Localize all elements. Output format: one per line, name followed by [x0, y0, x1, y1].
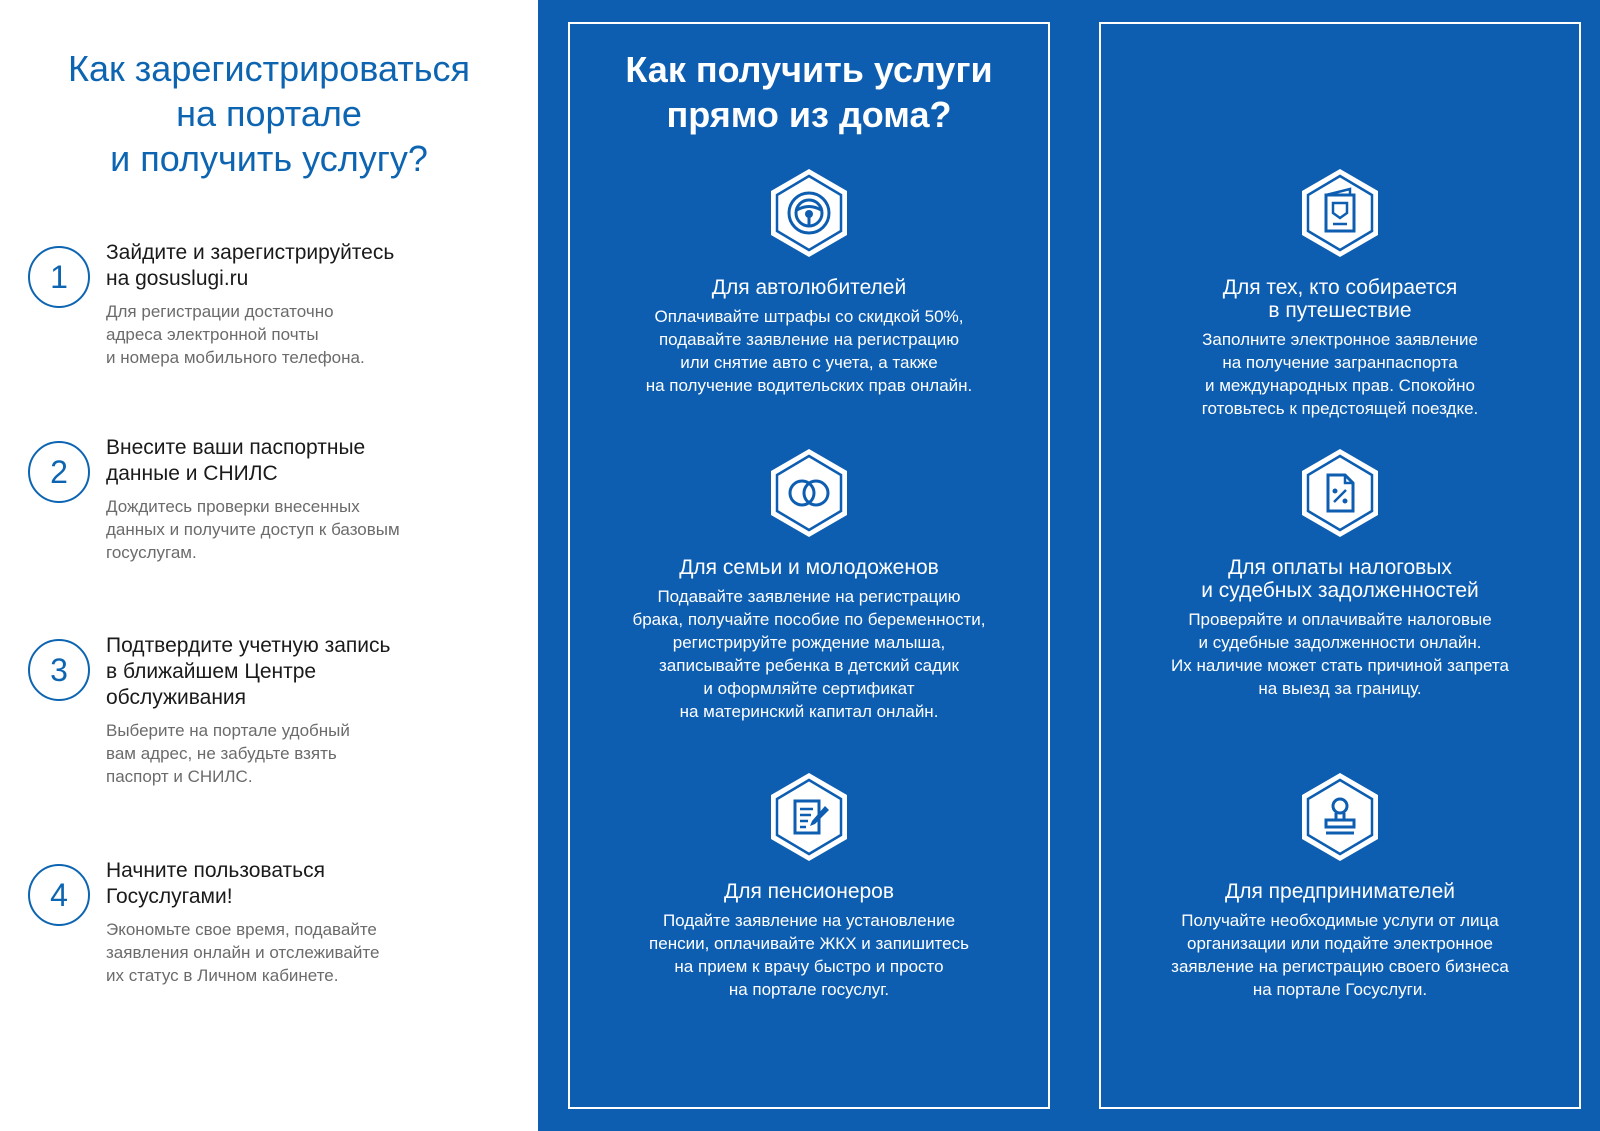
step-body — [106, 435, 496, 564]
service-text-line: Подайте заявление на установление — [662, 911, 956, 930]
service-description — [568, 909, 1050, 1001]
service-text-line: Проверяйте и оплачивайте налоговые — [1188, 610, 1492, 629]
service-entrepreneurs — [1099, 771, 1581, 1001]
service-text-line: брака, получайте пособие по беременности, — [632, 610, 986, 629]
service-text-line: заявление на регистрацию своего бизнеса — [1171, 957, 1509, 976]
step-body — [106, 633, 496, 788]
service-text-line: на портале Госуслуги. — [1252, 980, 1428, 999]
step-text-line: госуслугам. — [106, 543, 197, 562]
step-text-line: Для регистрации достаточно — [106, 302, 334, 321]
step-text-line: Экономьте свое время, подавайте — [106, 920, 377, 939]
service-text-line: регистрируйте рождение малыша, — [672, 633, 946, 652]
step-text-line: и номера мобильного телефона. — [106, 348, 365, 367]
service-text-line: на материнский капитал онлайн. — [679, 702, 939, 721]
left-title — [0, 46, 538, 181]
service-text-line: и судебные задолженности онлайн. — [1198, 633, 1482, 652]
step-description — [106, 300, 496, 369]
service-heading-line: Для предпринимателей — [1225, 880, 1455, 903]
service-heading-line: Для автолюбителей — [711, 276, 907, 299]
service-text-line: и оформляйте сертификат — [703, 679, 915, 698]
service-text-line: Заполните электронное заявление — [1202, 330, 1478, 349]
step-body — [106, 240, 496, 369]
service-text-line: на прием к врачу быстро и просто — [674, 957, 944, 976]
service-heading-line: Для пенсионеров — [723, 880, 895, 903]
service-text-line: Оплачивайте штрафы со скидкой 50%, — [654, 307, 964, 326]
left-title-line: и получить услугу? — [110, 138, 428, 179]
step-text-line: вам адрес, не забудьте взять — [106, 744, 337, 763]
stamp-icon — [1298, 771, 1382, 863]
service-description — [1099, 608, 1581, 700]
service-text-line: Их наличие может стать причиной запрета — [1171, 656, 1509, 675]
step-text-line: паспорт и СНИЛС. — [106, 767, 253, 786]
left-panel — [0, 0, 538, 1131]
passport-icon — [1298, 167, 1382, 259]
step-heading — [106, 240, 496, 292]
service-heading — [1099, 556, 1581, 602]
right-title-line: Как получить услуги — [625, 49, 993, 90]
service-text-line: пенсии, оплачивайте ЖКХ и запишитесь — [649, 934, 969, 953]
step-text-line: Дождитесь проверки внесенных — [106, 497, 360, 516]
step-heading — [106, 435, 496, 487]
step-heading-line: Начните пользоваться — [106, 859, 325, 882]
service-debts — [1099, 447, 1581, 700]
service-travel — [1099, 167, 1581, 420]
left-title-line: на портале — [176, 93, 362, 134]
service-text-line: и международных прав. Спокойно — [1204, 376, 1476, 395]
service-description — [1099, 909, 1581, 1001]
service-text-line: организации или подайте электронное — [1186, 934, 1494, 953]
step-description — [106, 719, 496, 788]
service-text-line: записывайте ребенка в детский садик — [659, 656, 959, 675]
service-heading-line: Для семьи и молодоженов — [679, 556, 939, 579]
service-text-line: готовьтесь к предстоящей поездке. — [1201, 399, 1479, 418]
service-text-line: или снятие авто с учета, а также — [680, 353, 938, 372]
step-text-line: адреса электронной почты — [106, 325, 319, 344]
step-heading — [106, 633, 496, 711]
step-heading-line: Зайдите и зарегистрируйтесь — [106, 241, 395, 264]
service-heading-line: Для тех, кто собирается — [1222, 276, 1458, 299]
form-edit-icon — [767, 771, 851, 863]
service-text-line: на получение водительских прав онлайн. — [645, 376, 973, 395]
service-heading — [1099, 880, 1581, 903]
step-number: 4 — [28, 864, 90, 926]
step-heading-line: обслуживания — [106, 686, 247, 709]
left-title-line: Как зарегистрироваться — [68, 48, 470, 89]
service-pensioners — [568, 771, 1050, 1001]
step-number: 3 — [28, 639, 90, 701]
step-heading-line: Госуслугами! — [106, 885, 233, 908]
step-heading-line: Внесите ваши паспортные — [106, 436, 366, 459]
service-heading-line: в путешествие — [1268, 299, 1412, 322]
step-heading-line: на gosuslugi.ru — [106, 267, 249, 290]
step-heading-line: в ближайшем Центре — [106, 660, 317, 683]
step-heading — [106, 858, 496, 910]
service-text-line: Подавайте заявление на регистрацию — [657, 587, 961, 606]
steering-wheel-icon — [767, 167, 851, 259]
step-description — [106, 918, 496, 987]
service-description — [568, 305, 1050, 397]
service-heading-line: и судебных задолженностей — [1201, 579, 1479, 602]
service-heading — [568, 556, 1050, 579]
service-heading — [568, 276, 1050, 299]
service-motorists — [568, 167, 1050, 397]
right-panel — [538, 0, 1600, 1131]
service-description — [1099, 328, 1581, 420]
service-text-line: Получайте необходимые услуги от лица — [1181, 911, 1499, 930]
service-text-line: на выезд за границу. — [1258, 679, 1422, 698]
step-number: 2 — [28, 441, 90, 503]
step-heading-line: Подтвердите учетную запись — [106, 634, 391, 657]
step-text-line: Выберите на портале удобный — [106, 721, 350, 740]
right-title-line: прямо из дома? — [666, 94, 952, 135]
service-heading — [1099, 276, 1581, 322]
step-number: 1 — [28, 246, 90, 308]
step-body — [106, 858, 496, 987]
service-text-line: подавайте заявление на регистрацию — [658, 330, 960, 349]
right-title — [568, 47, 1050, 137]
service-heading — [568, 880, 1050, 903]
wedding-rings-icon — [767, 447, 851, 539]
service-heading-line: Для оплаты налоговых — [1228, 556, 1452, 579]
service-family — [568, 447, 1050, 723]
service-text-line: на получение загранпаспорта — [1222, 353, 1458, 372]
step-text-line: их статус в Личном кабинете. — [106, 966, 339, 985]
service-description — [568, 585, 1050, 723]
tax-document-icon — [1298, 447, 1382, 539]
step-heading-line: данные и СНИЛС — [106, 462, 278, 485]
service-text-line: на портале госуслуг. — [728, 980, 890, 999]
step-text-line: заявления онлайн и отслеживайте — [106, 943, 380, 962]
step-text-line: данных и получите доступ к базовым — [106, 520, 400, 539]
step-description — [106, 495, 496, 564]
